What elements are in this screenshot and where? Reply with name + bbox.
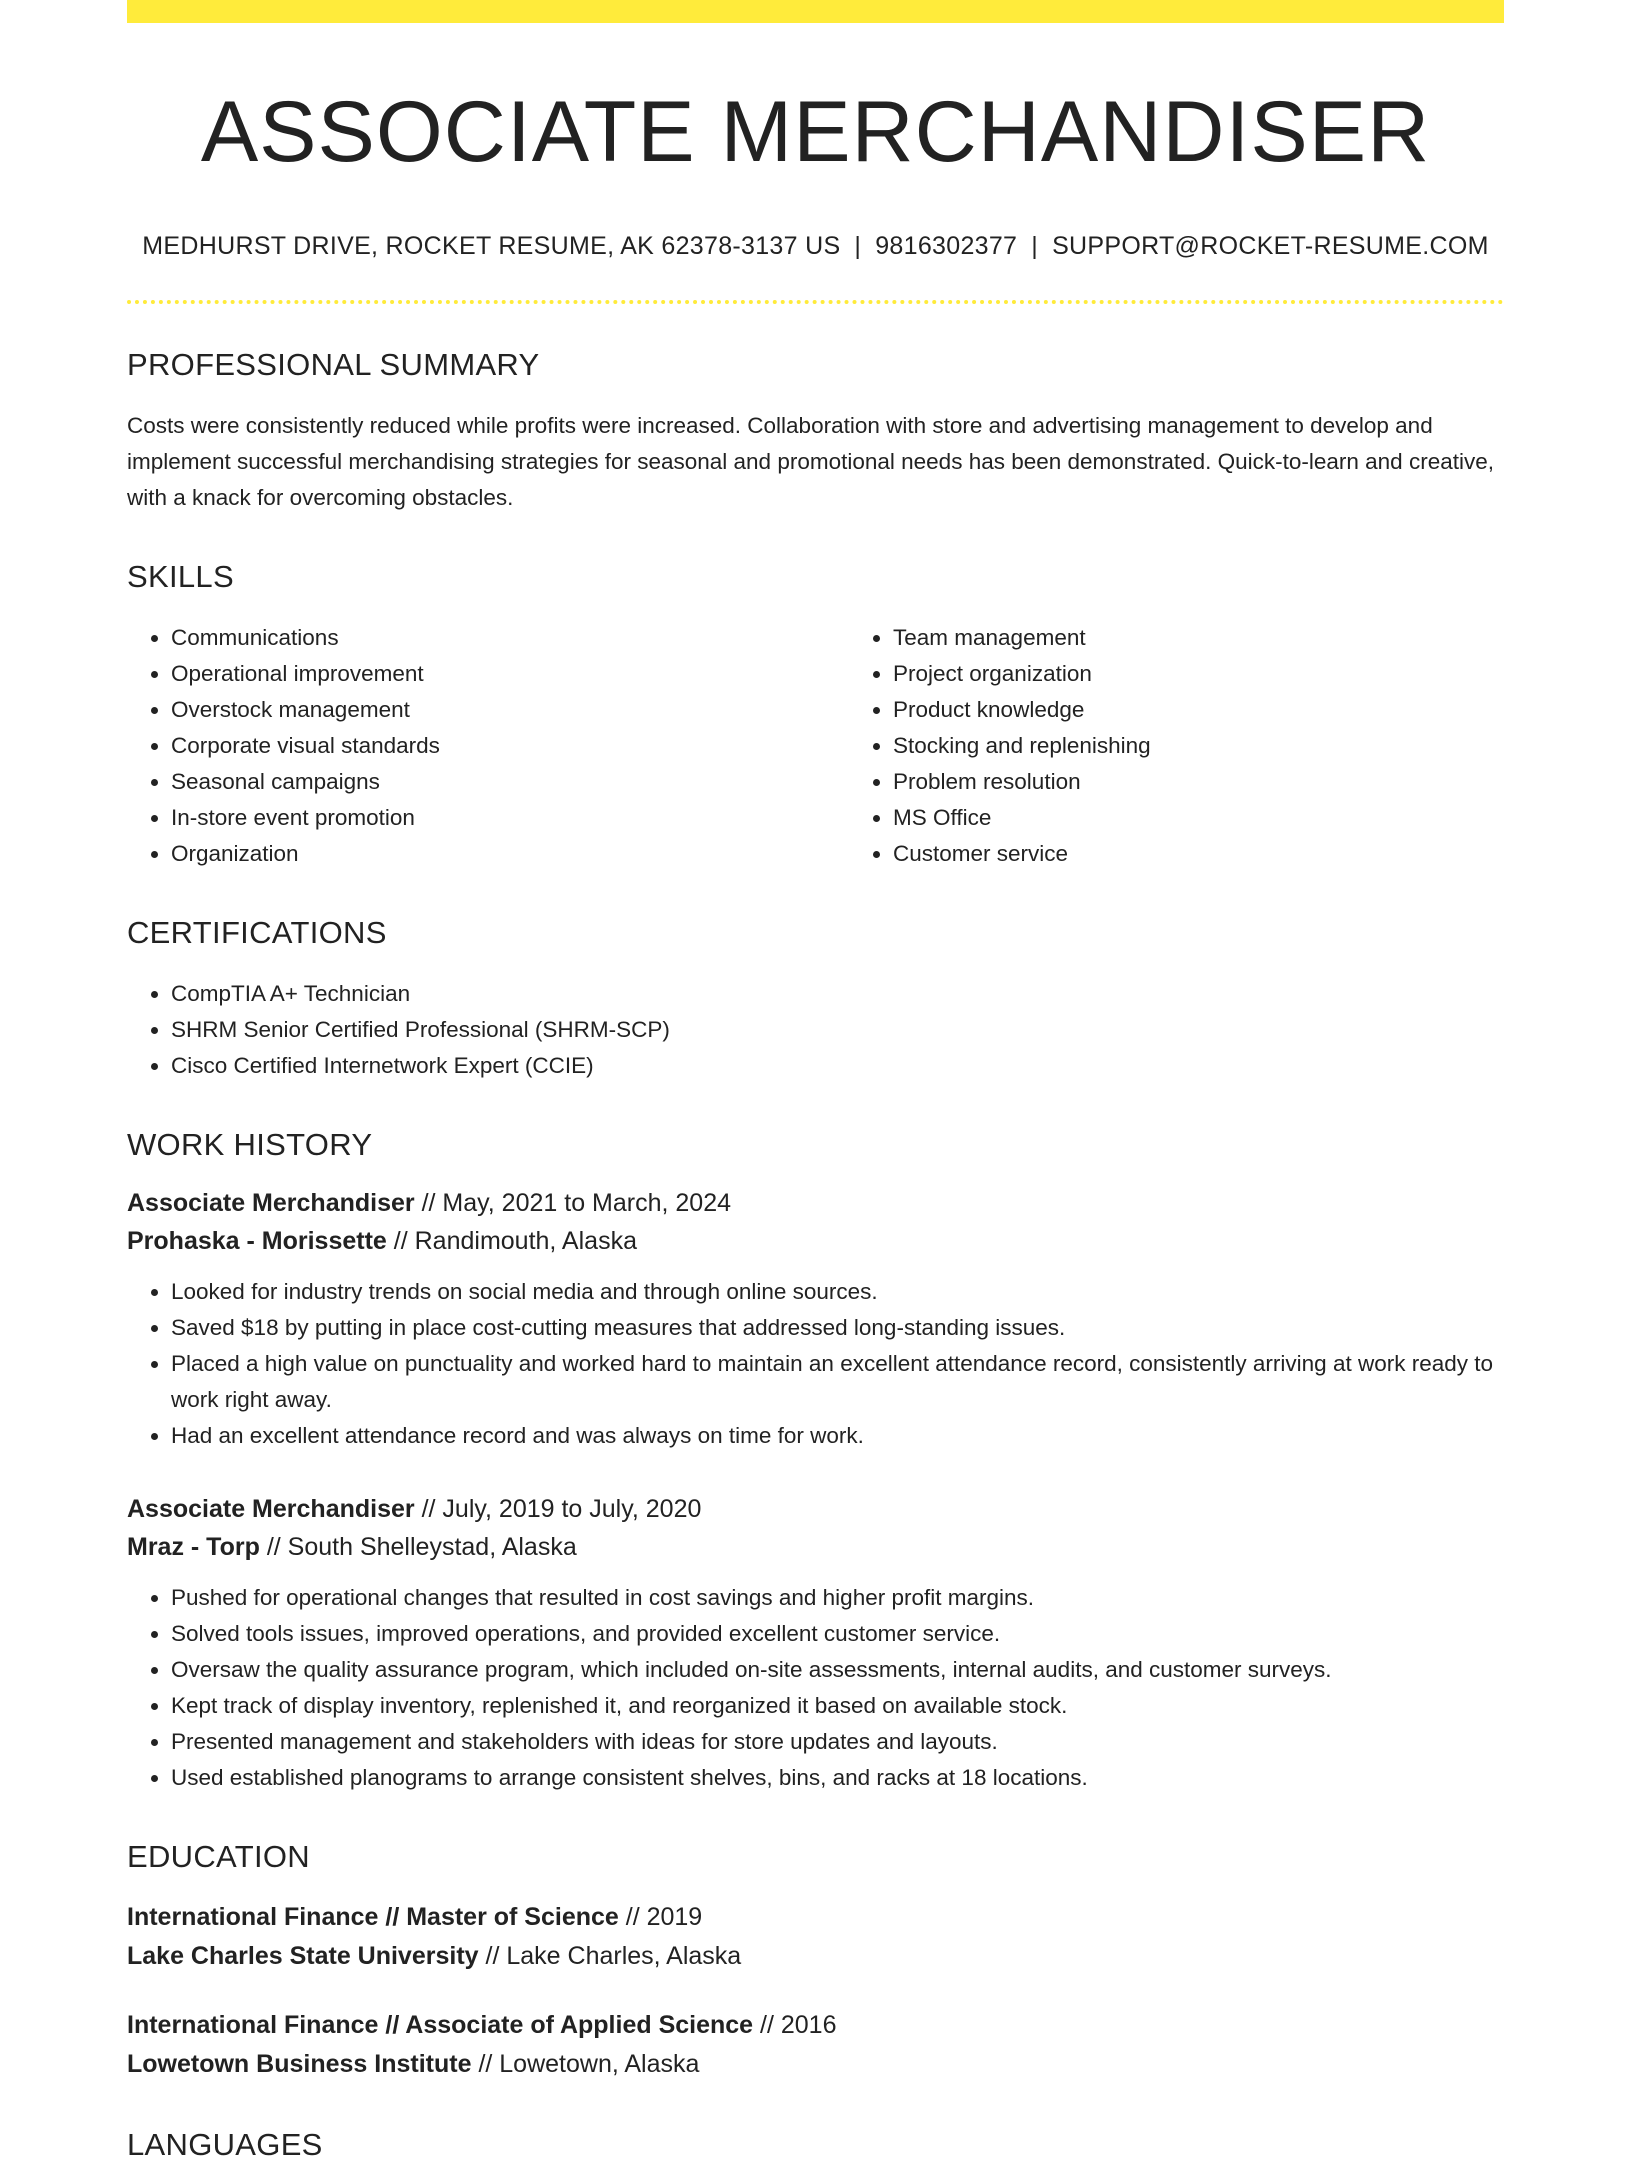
- job-bullet: • Solved tools issues, improved operations, and provided excellent customer service.: [171, 1616, 1504, 1652]
- work-history-heading: WORK HISTORY: [127, 1126, 373, 1162]
- skill-item: • Overstock management: [171, 692, 849, 728]
- skill-item: • Corporate visual standards: [171, 728, 849, 764]
- job-company: Mraz - Torp: [127, 1532, 260, 1561]
- job-role: Associate Merchandiser: [127, 1494, 415, 1523]
- skill-item: • In-store event promotion: [171, 800, 849, 836]
- job-bullet: • Saved $18 by putting in place cost-cutting measures that addressed long-standing issues.: [171, 1310, 1504, 1346]
- education-location: // Lowetown, Alaska: [478, 2050, 700, 2079]
- job-bullets: [127, 1580, 1504, 1796]
- resume-page: [127, 0, 1504, 2162]
- job-bullet: • Had an excellent attendance record and was always on time for work.: [171, 1418, 1504, 1454]
- certifications-list: [127, 976, 1504, 1084]
- education-degree-line: [127, 2006, 1504, 2045]
- job-bullet: • Looked for industry trends on social media and through online sources.: [171, 1274, 1504, 1310]
- languages-heading: LANGUAGES: [127, 2127, 323, 2162]
- job-company-line: [127, 1528, 1504, 1566]
- education-location: // Lake Charles, Alaska: [485, 1942, 742, 1971]
- education-degree-line: [127, 1898, 1504, 1937]
- education-school-line: [127, 1937, 1504, 1976]
- education-school-line: [127, 2045, 1504, 2084]
- skill-item: • Problem resolution: [893, 764, 1571, 800]
- skill-item: • Project organization: [893, 656, 1571, 692]
- skill-item: • Operational improvement: [171, 656, 849, 692]
- job-bullet: • Presented management and stakeholders with ideas for store updates and layouts.: [171, 1724, 1504, 1760]
- skill-item: • Team management: [893, 620, 1571, 656]
- education-degree: International Finance // Master of Science: [127, 1903, 619, 1932]
- contact-separator: |: [854, 231, 862, 260]
- certification-item: • SHRM Senior Certified Professional (SHRM-SCP): [171, 1012, 1504, 1048]
- job-role: Associate Merchandiser: [127, 1188, 415, 1217]
- dotted-divider: [127, 300, 1504, 304]
- skills-list-right: [849, 620, 1571, 872]
- summary-heading: PROFESSIONAL SUMMARY: [127, 346, 540, 382]
- contact-line: [127, 232, 1504, 261]
- education-degree: International Finance // Associate of Applied Science: [127, 2011, 754, 2040]
- contact-phone: 9816302377: [875, 231, 1018, 260]
- skills-heading: SKILLS: [127, 558, 234, 594]
- contact-email: SUPPORT@ROCKET-RESUME.COM: [1052, 231, 1489, 260]
- education-heading: EDUCATION: [127, 1838, 310, 1874]
- education-year: // 2019: [625, 1903, 703, 1932]
- contact-address: MEDHURST DRIVE, ROCKET RESUME, AK 62378-3137 US: [142, 231, 841, 260]
- top-accent-bar: [127, 0, 1504, 23]
- job-bullet: • Oversaw the quality assurance program, which included on-site assessments, internal audits, and customer surveys.: [171, 1652, 1504, 1688]
- education-school: Lake Charles State University: [127, 1942, 479, 1971]
- education-entry: [127, 2006, 1504, 2084]
- job-dates: // July, 2019 to July, 2020: [421, 1494, 702, 1523]
- skills-columns: [127, 620, 1504, 872]
- resume-title: ASSOCIATE MERCHANDISER: [200, 84, 1431, 180]
- certification-item: • Cisco Certified Internetwork Expert (CCIE): [171, 1048, 1504, 1084]
- contact-separator: |: [1031, 231, 1039, 260]
- job-company: Prohaska - Morissette: [127, 1226, 387, 1255]
- job-bullet: • Used established planograms to arrange consistent shelves, bins, and racks at 18 locations.: [171, 1760, 1504, 1796]
- skill-item: • Product knowledge: [893, 692, 1571, 728]
- skill-item: • MS Office: [893, 800, 1571, 836]
- skills-list-left: [127, 620, 849, 872]
- job-title-line: [127, 1184, 1504, 1222]
- job-bullets: [127, 1274, 1504, 1454]
- job-company-line: [127, 1222, 1504, 1260]
- job-title-line: [127, 1490, 1504, 1528]
- skill-item: • Communications: [171, 620, 849, 656]
- summary-text: Costs were consistently reduced while profits were increased. Collaboration with store and advertising management to develop and implement successful merchandising strategies for seasonal and promotional needs has been demonstrated. Quick-to-learn and creative, with a knack for overcoming obstacles.: [127, 412, 1494, 510]
- job-bullet: • Kept track of display inventory, replenished it, and reorganized it based on available stock.: [171, 1688, 1504, 1724]
- job-location: // Randimouth, Alaska: [393, 1226, 637, 1255]
- job-bullet: • Placed a high value on punctuality and worked hard to maintain an excellent attendance record, consistently arriving at work ready to work right away.: [171, 1346, 1504, 1418]
- education-year: // 2016: [760, 2011, 837, 2040]
- skill-item: • Customer service: [893, 836, 1571, 872]
- education-school: Lowetown Business Institute: [127, 2050, 472, 2079]
- skill-item: • Seasonal campaigns: [171, 764, 849, 800]
- certification-item: • CompTIA A+ Technician: [171, 976, 1504, 1012]
- skill-item: • Organization: [171, 836, 849, 872]
- job-entry: [127, 1490, 1504, 1796]
- certifications-heading: CERTIFICATIONS: [127, 914, 387, 950]
- skill-item: • Stocking and replenishing: [893, 728, 1571, 764]
- job-entry: [127, 1184, 1504, 1454]
- education-entry: [127, 1898, 1504, 1976]
- job-bullet: • Pushed for operational changes that resulted in cost savings and higher profit margins.: [171, 1580, 1504, 1616]
- job-location: // South Shelleystad, Alaska: [266, 1532, 577, 1561]
- job-dates: // May, 2021 to March, 2024: [421, 1188, 732, 1217]
